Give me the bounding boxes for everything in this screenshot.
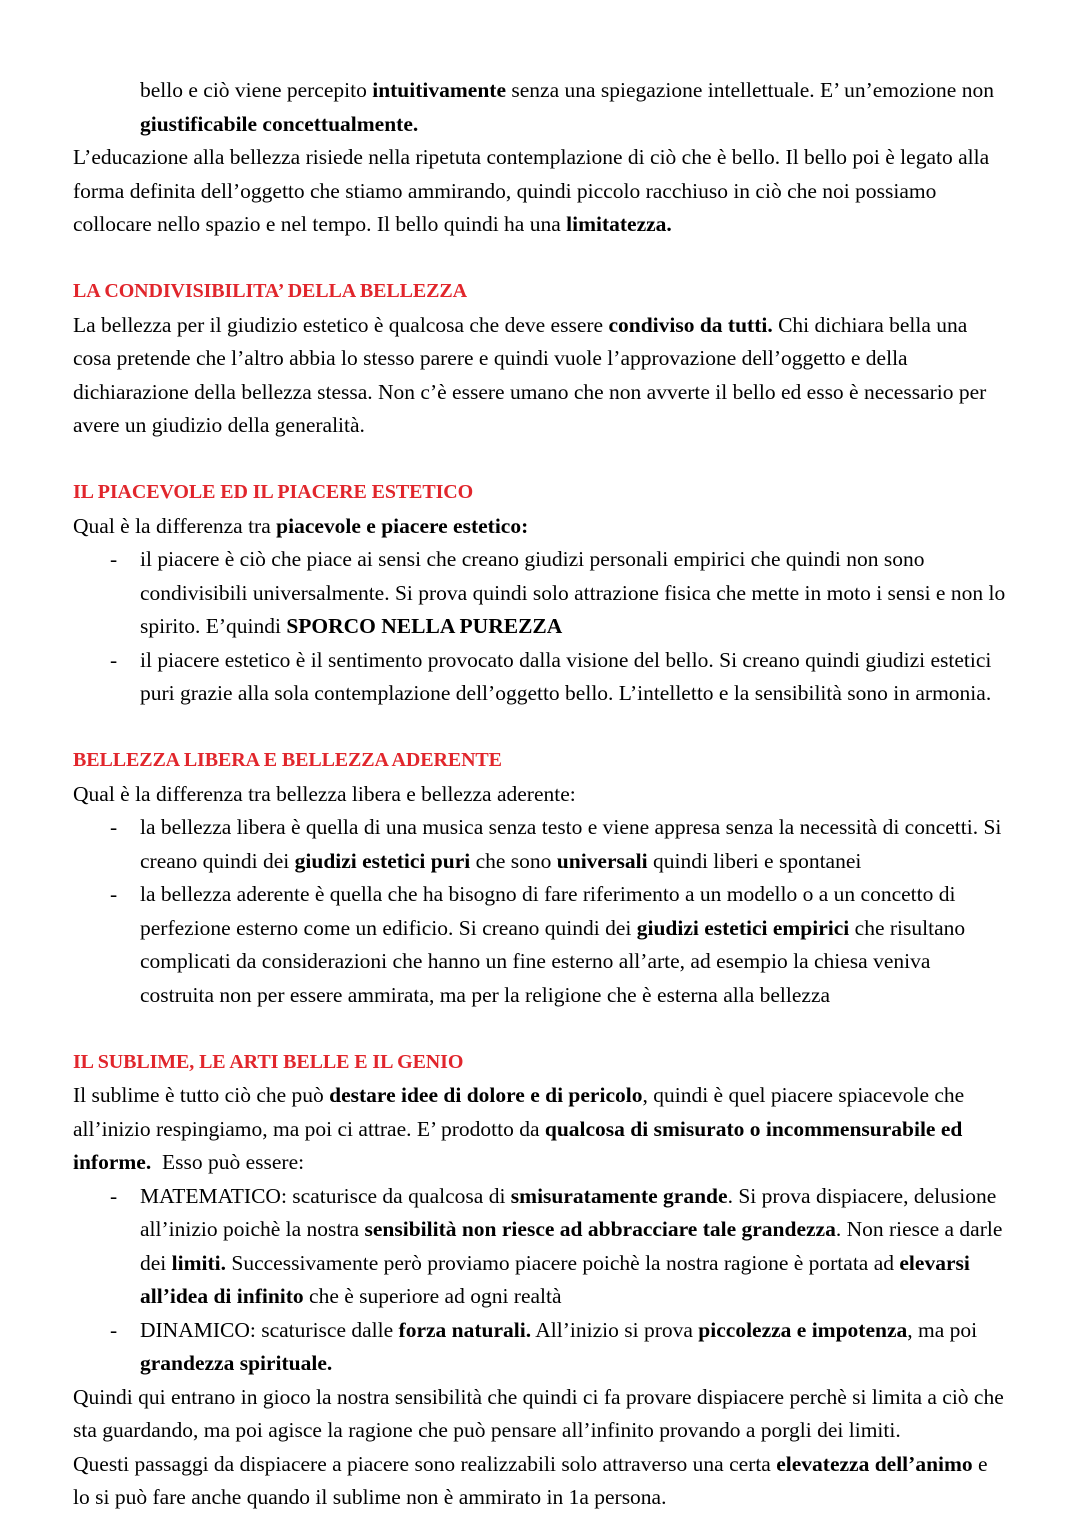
sublime-list	[73, 1180, 1007, 1381]
list-item-piacere-estetico	[73, 644, 1007, 711]
piacevole-list	[73, 543, 1007, 711]
list-dash-marker: -	[110, 547, 118, 571]
elevatezza-animo-paragraph: Questi passaggi da dispiacere a piacere sono realizzabili solo attraverso una certa elevatezza dell’animo e lo si può fare anche quando il sublime non è ammirato in 1a persona.	[73, 1451, 988, 1509]
list-item-bellezza-libera	[73, 811, 1007, 878]
list-dash-marker: -	[110, 1317, 118, 1342]
list-item-text: MATEMATICO: scaturisce da qualcosa di smisuratamente grande. Si prova dispiacere, delusione all’inizio poichè la nostra sensibilità non riesce ad abbracciare tale grandezza. Non riesce a darle dei limiti. Successivamente però proviamo piacere poichè la nostra ragione è portata ad elevarsi all’idea di infinito che è superiore ad ogni realtà	[140, 1183, 1003, 1308]
educazione-bellezza-paragraph: L’educazione alla bellezza risiede nella ripetuta contemplazione di ciò che è bello. Il bello poi è legato alla forma definita dell’oggetto che stiamo ammirando, quindi piccolo racchiuso in ciò che noi possiamo collocare nello spazio e nel tempo. Il bello quindi ha una limitatezza.	[73, 145, 990, 236]
list-item-dinamico	[73, 1314, 1007, 1381]
section-spacer	[73, 1012, 1007, 1046]
intro-continuation-paragraph: bello e ciò viene percepito intuitivamente senza una spiegazione intellettuale. E’ un’emozione non giustificabile concettualmente.	[140, 78, 994, 136]
heading-piacevole-piacere-estetico: IL PIACEVOLE ED IL PIACERE ESTETICO	[73, 481, 474, 503]
heading-bellezza-libera-aderente: BELLEZZA LIBERA E BELLEZZA ADERENTE	[73, 749, 502, 771]
list-item-text: DINAMICO: scaturisce dalle forza naturali. All’inizio si prova piccolezza e impotenza, ma poi grandezza spirituale.	[140, 1317, 978, 1375]
piacevole-intro-paragraph: Qual è la differenza tra piacevole e piacere estetico:	[73, 513, 529, 538]
list-dash-marker: -	[110, 1183, 118, 1208]
sublime-intro-paragraph: Il sublime è tutto ciò che può destare idee di dolore e di pericolo, quindi è quel piacere spiacevole che all’inizio respingiamo, ma poi ci attrae. E’ prodotto da qualcosa di smisurato o incommensurabile ed informe. Esso può essere:	[73, 1083, 965, 1174]
list-dash-marker: -	[110, 815, 118, 839]
condivisibilita-paragraph: La bellezza per il giudizio estetico è qualcosa che deve essere condiviso da tutti. Chi dichiara bella una cosa pretende che l’altro abbia lo stesso parere e quindi vuole l’approvazione dell’oggetto e della dichiarazione della bellezza stessa. Non c’è essere umano che non avverte il bello ed esso è necessario per avere un giudizio della generalità.	[73, 312, 987, 437]
heading-sublime-arti-genio: IL SUBLIME, LE ARTI BELLE E IL GENIO	[73, 1050, 464, 1073]
list-item-piacere	[73, 543, 1007, 644]
list-item-bellezza-aderente	[73, 878, 1007, 1012]
section-spacer	[73, 443, 1007, 477]
list-dash-marker: -	[110, 647, 118, 672]
document-body	[73, 74, 1007, 1515]
bellezza-libera-intro-paragraph: Qual è la differenza tra bellezza libera e bellezza aderente:	[73, 781, 576, 806]
section-spacer	[73, 242, 1007, 276]
list-item-text: la bellezza libera è quella di una musica senza testo e viene appresa senza la necessità di concetti. Si creano quindi dei giudizi estetici puri che sono universali quindi liberi e spontanei	[140, 815, 1002, 873]
list-item-text: il piacere estetico è il sentimento provocato dalla visione del bello. Si creano quindi giudizi estetici puri grazie alla sola contemplazione dell’oggetto bello. L’intelletto e la sensibilità sono in armonia.	[140, 647, 992, 705]
list-item-matematico	[73, 1180, 1007, 1314]
list-item-text: il piacere è ciò che piace ai sensi che creano giudizi personali empirici che quindi non sono condivisibili universalmente. Si prova quindi solo attrazione fisica che mette in moto i sensi e non lo spirito. E’quindi SPORCO NELLA PUREZZA	[140, 547, 1006, 638]
heading-condivisibilita: LA CONDIVISIBILITA’ DELLA BELLEZZA	[73, 280, 467, 302]
bellezza-list	[73, 811, 1007, 1012]
section-spacer	[73, 711, 1007, 745]
list-dash-marker: -	[110, 882, 118, 906]
sensibilita-ragione-paragraph: Quindi qui entrano in gioco la nostra sensibilità che quindi ci fa provare dispiacere perchè si limita a ciò che sta guardando, ma poi agisce la ragione che può pensare all’infinito provando a porgli dei limiti.	[73, 1384, 1004, 1442]
list-item-text: la bellezza aderente è quella che ha bisogno di fare riferimento a un modello o a un concetto di perfezione esterno come un edificio. Si creano quindi dei giudizi estetici empirici che risultano complicati da considerazioni che hanno un fine esterno all’arte, ad esempio la chiesa veniva costruita non per essere ammirata, ma per la religione che è esterna alla bellezza	[140, 882, 966, 1007]
